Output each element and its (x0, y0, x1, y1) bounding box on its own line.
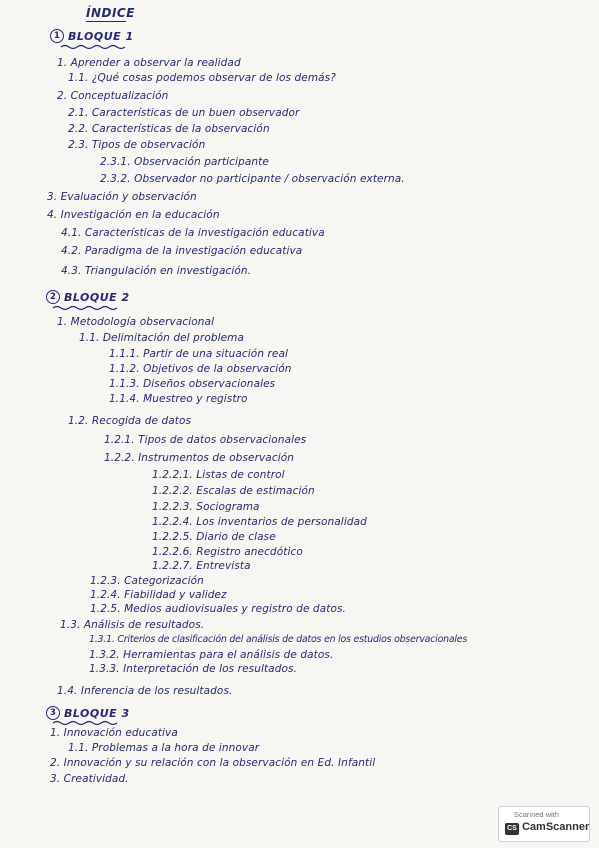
toc-line: 1.3.1. Criterios de clasificación del análisis de datos en los estudios observacionales (89, 634, 468, 645)
toc-line: 1. Metodología observacional (57, 316, 215, 328)
toc-line: 1. Innovación educativa (50, 727, 178, 739)
bloque-2-label: BLOQUE 2 (64, 290, 130, 304)
toc-line: 2.3.1. Observación participante (100, 156, 269, 168)
toc-line: 1.2.2.6. Registro anecdótico (152, 546, 303, 558)
toc-line: 2.3.2. Observador no participante / observación externa. (100, 173, 405, 185)
toc-line: 2. Conceptualización (57, 90, 169, 102)
toc-line: 4.3. Triangulación en investigación. (61, 265, 252, 277)
toc-line: 1.3. Análisis de resultados. (60, 619, 205, 631)
title-underline (86, 21, 126, 22)
bloque-1-heading (50, 27, 134, 45)
toc-line: 1. Aprender a observar la realidad (57, 57, 241, 69)
toc-line: 1.2.2.4. Los inventarios de personalidad (152, 516, 367, 528)
toc-line: 1.3.2. Herramientas para el análisis de datos. (89, 649, 334, 661)
toc-line: 3. Evaluación y observación (47, 191, 197, 203)
toc-line: 1.1. ¿Qué cosas podemos observar de los demás? (68, 72, 336, 84)
toc-line: 2. Innovación y su relación con la observación en Ed. Infantil (50, 757, 376, 769)
toc-line: 1.4. Inferencia de los resultados. (57, 685, 233, 697)
bloque-3-label: BLOQUE 3 (64, 706, 130, 720)
toc-line: 1.1.1. Partir de una situación real (109, 348, 289, 360)
toc-line: 4.1. Características de la investigación educativa (61, 227, 325, 239)
toc-line: 1.1.4. Muestreo y registro (109, 393, 248, 405)
bloque-1-squiggle (60, 44, 130, 50)
scanned-with-text: Scanned with (514, 810, 560, 819)
toc-line: 1.2.2.5. Diario de clase (152, 531, 276, 543)
page-title: ÍNDICE (86, 6, 135, 20)
toc-line: 1.1.2. Objetivos de la observación (109, 363, 292, 375)
toc-line: 1.2.2.2. Escalas de estimación (152, 485, 315, 497)
toc-line: 3. Creatividad. (50, 773, 129, 785)
bloque-2-heading (46, 288, 130, 306)
camscanner-name: CamScanner (522, 821, 590, 833)
bloque-1-number: 1 (50, 29, 64, 43)
toc-line: 2.3. Tipos de observación (68, 139, 206, 151)
toc-line: 1.1. Delimitación del problema (79, 332, 245, 344)
toc-line: 2.2. Características de la observación (68, 123, 270, 135)
toc-line: 4.2. Paradigma de la investigación educativa (61, 245, 303, 257)
toc-line: 1.2. Recogida de datos (68, 415, 192, 427)
toc-line: 1.2.2. Instrumentos de observación (104, 452, 295, 464)
toc-line: 1.2.4. Fiabilidad y validez (90, 589, 227, 601)
bloque-2-number: 2 (46, 290, 60, 304)
bloque-3-number: 3 (46, 706, 60, 720)
toc-line: 1.1. Problemas a la hora de innovar (68, 742, 260, 754)
toc-line: 1.3.3. Interpretación de los resultados. (89, 663, 298, 675)
toc-line: 4. Investigación en la educación (47, 209, 220, 221)
toc-line: 1.2.3. Categorización (90, 575, 204, 587)
toc-line: 1.2.5. Medios audiovisuales y registro de datos. (90, 603, 346, 615)
toc-line: 1.2.2.7. Entrevista (152, 560, 251, 572)
camscanner-logo-icon: CS (505, 823, 519, 835)
toc-line: 1.1.3. Diseños observacionales (109, 378, 276, 390)
toc-line: 2.1. Características de un buen observador (68, 107, 300, 119)
toc-line: 1.2.2.1. Listas de control (152, 469, 285, 481)
camscanner-badge (498, 806, 590, 842)
bloque-2-squiggle (52, 305, 122, 311)
toc-line: 1.2.1. Tipos de datos observacionales (104, 434, 307, 446)
bloque-1-label: BLOQUE 1 (68, 29, 134, 43)
toc-line: 1.2.2.3. Sociograma (152, 501, 260, 513)
